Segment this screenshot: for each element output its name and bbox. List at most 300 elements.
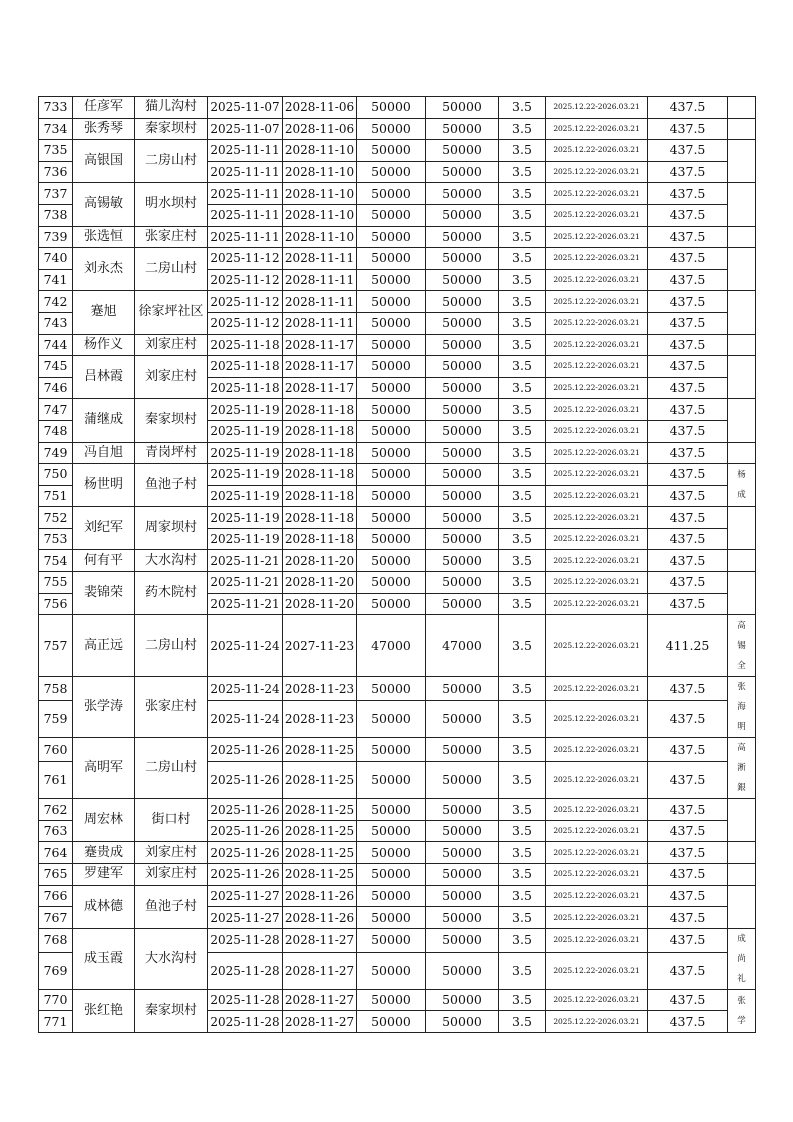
village: 二房山村 <box>135 140 208 183</box>
start-date: 2025-11-18 <box>208 334 283 356</box>
interest-rate: 3.5 <box>499 677 546 701</box>
interest-rate: 3.5 <box>499 485 546 507</box>
remark-text: 张 海 明 <box>737 682 746 733</box>
interest-period: 2025.12.22-2026.03.21 <box>546 334 648 356</box>
end-date: 2028-11-23 <box>283 677 357 701</box>
row-number: 754 <box>39 550 73 572</box>
loan-amount: 50000 <box>357 928 426 952</box>
interest-base: 50000 <box>426 1011 499 1033</box>
interest-amount: 437.5 <box>648 269 728 291</box>
loan-amount: 50000 <box>357 356 426 378</box>
loan-amount: 50000 <box>357 885 426 907</box>
interest-period: 2025.12.22-2026.03.21 <box>546 97 648 119</box>
end-date: 2028-11-11 <box>283 248 357 270</box>
row-number: 761 <box>39 762 73 799</box>
loan-amount: 50000 <box>357 952 426 989</box>
interest-rate: 3.5 <box>499 226 546 248</box>
interest-rate: 3.5 <box>499 399 546 421</box>
loan-amount: 50000 <box>357 485 426 507</box>
interest-rate: 3.5 <box>499 1011 546 1033</box>
interest-rate: 3.5 <box>499 442 546 464</box>
table-row <box>39 615 756 677</box>
interest-period: 2025.12.22-2026.03.21 <box>546 399 648 421</box>
interest-amount: 437.5 <box>648 97 728 119</box>
end-date: 2028-11-18 <box>283 507 357 529</box>
remark <box>728 550 756 572</box>
interest-rate: 3.5 <box>499 864 546 886</box>
end-date: 2028-11-25 <box>283 820 357 842</box>
borrower-name: 刘纪军 <box>73 507 135 550</box>
interest-base: 50000 <box>426 377 499 399</box>
row-number: 741 <box>39 269 73 291</box>
loan-amount: 50000 <box>357 183 426 205</box>
row-number: 752 <box>39 507 73 529</box>
start-date: 2025-11-12 <box>208 248 283 270</box>
loan-amount: 50000 <box>357 291 426 313</box>
interest-period: 2025.12.22-2026.03.21 <box>546 312 648 334</box>
interest-base: 50000 <box>426 269 499 291</box>
table-row <box>39 738 756 762</box>
loan-amount: 50000 <box>357 738 426 762</box>
start-date: 2025-11-26 <box>208 799 283 821</box>
interest-amount: 437.5 <box>648 864 728 886</box>
remark <box>728 464 756 507</box>
table-row <box>39 989 756 1011</box>
loan-amount: 50000 <box>357 677 426 701</box>
interest-rate: 3.5 <box>499 118 546 140</box>
interest-rate: 3.5 <box>499 420 546 442</box>
end-date: 2028-11-06 <box>283 118 357 140</box>
interest-amount: 437.5 <box>648 762 728 799</box>
village: 大水沟村 <box>135 928 208 989</box>
interest-base: 50000 <box>426 485 499 507</box>
start-date: 2025-11-28 <box>208 928 283 952</box>
table-row <box>39 572 756 594</box>
village: 鱼池子村 <box>135 885 208 928</box>
interest-rate: 3.5 <box>499 907 546 929</box>
interest-amount: 437.5 <box>648 377 728 399</box>
interest-rate: 3.5 <box>499 204 546 226</box>
interest-amount: 437.5 <box>648 356 728 378</box>
interest-rate: 3.5 <box>499 312 546 334</box>
remark <box>728 738 756 799</box>
interest-base: 50000 <box>426 842 499 864</box>
end-date: 2028-11-18 <box>283 399 357 421</box>
interest-base: 50000 <box>426 226 499 248</box>
remark <box>728 248 756 291</box>
row-number: 749 <box>39 442 73 464</box>
interest-base: 50000 <box>426 248 499 270</box>
interest-amount: 437.5 <box>648 528 728 550</box>
interest-base: 50000 <box>426 885 499 907</box>
start-date: 2025-11-24 <box>208 701 283 738</box>
end-date: 2028-11-25 <box>283 738 357 762</box>
start-date: 2025-11-19 <box>208 528 283 550</box>
interest-base: 50000 <box>426 140 499 162</box>
loan-amount: 50000 <box>357 701 426 738</box>
start-date: 2025-11-24 <box>208 677 283 701</box>
row-number: 745 <box>39 356 73 378</box>
interest-period: 2025.12.22-2026.03.21 <box>546 572 648 594</box>
remark <box>728 677 756 738</box>
end-date: 2028-11-11 <box>283 291 357 313</box>
interest-rate: 3.5 <box>499 269 546 291</box>
interest-base: 50000 <box>426 464 499 486</box>
table-row <box>39 928 756 952</box>
loan-amount: 50000 <box>357 842 426 864</box>
interest-period: 2025.12.22-2026.03.21 <box>546 140 648 162</box>
remark <box>728 572 756 615</box>
borrower-name: 吕林霞 <box>73 356 135 399</box>
interest-base: 50000 <box>426 442 499 464</box>
village: 街口村 <box>135 799 208 842</box>
loan-amount: 50000 <box>357 528 426 550</box>
interest-base: 47000 <box>426 615 499 677</box>
loan-amount: 50000 <box>357 118 426 140</box>
end-date: 2028-11-11 <box>283 269 357 291</box>
loan-amount: 50000 <box>357 312 426 334</box>
loan-amount: 50000 <box>357 442 426 464</box>
interest-rate: 3.5 <box>499 885 546 907</box>
loan-amount: 50000 <box>357 593 426 615</box>
row-number: 758 <box>39 677 73 701</box>
interest-amount: 437.5 <box>648 183 728 205</box>
interest-amount: 437.5 <box>648 701 728 738</box>
row-number: 744 <box>39 334 73 356</box>
interest-amount: 437.5 <box>648 161 728 183</box>
remark-text: 杨 成 <box>737 470 746 501</box>
borrower-name: 何有平 <box>73 550 135 572</box>
interest-period: 2025.12.22-2026.03.21 <box>546 799 648 821</box>
village: 二房山村 <box>135 615 208 677</box>
table-row <box>39 97 756 119</box>
table-row <box>39 140 756 162</box>
loan-amount: 50000 <box>357 399 426 421</box>
borrower-name: 杨作义 <box>73 334 135 356</box>
remark <box>728 399 756 442</box>
start-date: 2025-11-26 <box>208 762 283 799</box>
table-row <box>39 442 756 464</box>
table-row <box>39 226 756 248</box>
interest-amount: 437.5 <box>648 799 728 821</box>
interest-period: 2025.12.22-2026.03.21 <box>546 377 648 399</box>
interest-rate: 3.5 <box>499 528 546 550</box>
interest-amount: 437.5 <box>648 140 728 162</box>
row-number: 739 <box>39 226 73 248</box>
table-body <box>39 97 756 1033</box>
row-number: 763 <box>39 820 73 842</box>
interest-period: 2025.12.22-2026.03.21 <box>546 677 648 701</box>
end-date: 2028-11-25 <box>283 799 357 821</box>
loan-amount: 50000 <box>357 1011 426 1033</box>
interest-rate: 3.5 <box>499 334 546 356</box>
interest-rate: 3.5 <box>499 701 546 738</box>
interest-amount: 437.5 <box>648 485 728 507</box>
loan-amount: 50000 <box>357 799 426 821</box>
end-date: 2028-11-10 <box>283 161 357 183</box>
borrower-name: 冯自旭 <box>73 442 135 464</box>
start-date: 2025-11-27 <box>208 907 283 929</box>
end-date: 2028-11-25 <box>283 762 357 799</box>
start-date: 2025-11-19 <box>208 420 283 442</box>
village: 秦家坝村 <box>135 989 208 1032</box>
interest-amount: 437.5 <box>648 842 728 864</box>
interest-amount: 437.5 <box>648 226 728 248</box>
interest-period: 2025.12.22-2026.03.21 <box>546 738 648 762</box>
interest-period: 2025.12.22-2026.03.21 <box>546 507 648 529</box>
start-date: 2025-11-12 <box>208 291 283 313</box>
start-date: 2025-11-11 <box>208 226 283 248</box>
interest-period: 2025.12.22-2026.03.21 <box>546 615 648 677</box>
end-date: 2028-11-27 <box>283 952 357 989</box>
interest-amount: 437.5 <box>648 399 728 421</box>
loan-amount: 50000 <box>357 204 426 226</box>
end-date: 2028-11-18 <box>283 420 357 442</box>
interest-period: 2025.12.22-2026.03.21 <box>546 864 648 886</box>
loan-amount: 50000 <box>357 97 426 119</box>
interest-base: 50000 <box>426 820 499 842</box>
remark <box>728 140 756 183</box>
start-date: 2025-11-27 <box>208 885 283 907</box>
end-date: 2028-11-10 <box>283 183 357 205</box>
interest-base: 50000 <box>426 118 499 140</box>
loan-amount: 50000 <box>357 550 426 572</box>
interest-amount: 437.5 <box>648 118 728 140</box>
end-date: 2028-11-10 <box>283 226 357 248</box>
loan-amount: 50000 <box>357 989 426 1011</box>
row-number: 766 <box>39 885 73 907</box>
end-date: 2028-11-20 <box>283 572 357 594</box>
start-date: 2025-11-26 <box>208 864 283 886</box>
interest-amount: 437.5 <box>648 550 728 572</box>
borrower-name: 张学涛 <box>73 677 135 738</box>
borrower-name: 罗建军 <box>73 864 135 886</box>
end-date: 2028-11-27 <box>283 1011 357 1033</box>
row-number: 751 <box>39 485 73 507</box>
interest-rate: 3.5 <box>499 550 546 572</box>
row-number: 769 <box>39 952 73 989</box>
table-row <box>39 864 756 886</box>
row-number: 742 <box>39 291 73 313</box>
end-date: 2027-11-23 <box>283 615 357 677</box>
start-date: 2025-11-26 <box>208 738 283 762</box>
start-date: 2025-11-19 <box>208 485 283 507</box>
loan-interest-table <box>38 96 756 1033</box>
table-row <box>39 248 756 270</box>
interest-rate: 3.5 <box>499 464 546 486</box>
borrower-name: 任彦军 <box>73 97 135 119</box>
village: 秦家坝村 <box>135 399 208 442</box>
row-number: 757 <box>39 615 73 677</box>
borrower-name: 张选恒 <box>73 226 135 248</box>
interest-period: 2025.12.22-2026.03.21 <box>546 269 648 291</box>
row-number: 736 <box>39 161 73 183</box>
row-number: 765 <box>39 864 73 886</box>
interest-period: 2025.12.22-2026.03.21 <box>546 356 648 378</box>
interest-base: 50000 <box>426 356 499 378</box>
start-date: 2025-11-19 <box>208 399 283 421</box>
remark <box>728 885 756 928</box>
row-number: 734 <box>39 118 73 140</box>
interest-base: 50000 <box>426 738 499 762</box>
borrower-name: 成林德 <box>73 885 135 928</box>
village: 鱼池子村 <box>135 464 208 507</box>
table-row <box>39 799 756 821</box>
row-number: 755 <box>39 572 73 594</box>
table-row <box>39 464 756 486</box>
interest-rate: 3.5 <box>499 356 546 378</box>
end-date: 2028-11-17 <box>283 356 357 378</box>
start-date: 2025-11-11 <box>208 204 283 226</box>
end-date: 2028-11-18 <box>283 528 357 550</box>
interest-amount: 437.5 <box>648 989 728 1011</box>
borrower-name: 裴锦荣 <box>73 572 135 615</box>
interest-base: 50000 <box>426 97 499 119</box>
interest-base: 50000 <box>426 989 499 1011</box>
end-date: 2028-11-06 <box>283 97 357 119</box>
interest-period: 2025.12.22-2026.03.21 <box>546 1011 648 1033</box>
start-date: 2025-11-19 <box>208 507 283 529</box>
interest-period: 2025.12.22-2026.03.21 <box>546 593 648 615</box>
row-number: 756 <box>39 593 73 615</box>
start-date: 2025-11-28 <box>208 952 283 989</box>
interest-period: 2025.12.22-2026.03.21 <box>546 161 648 183</box>
table-row <box>39 334 756 356</box>
row-number: 764 <box>39 842 73 864</box>
table-row <box>39 183 756 205</box>
interest-base: 50000 <box>426 507 499 529</box>
interest-rate: 3.5 <box>499 140 546 162</box>
village: 二房山村 <box>135 248 208 291</box>
row-number: 762 <box>39 799 73 821</box>
start-date: 2025-11-11 <box>208 140 283 162</box>
end-date: 2028-11-23 <box>283 701 357 738</box>
village: 药木院村 <box>135 572 208 615</box>
interest-period: 2025.12.22-2026.03.21 <box>546 183 648 205</box>
village: 青岗坪村 <box>135 442 208 464</box>
interest-amount: 437.5 <box>648 1011 728 1033</box>
interest-base: 50000 <box>426 864 499 886</box>
interest-amount: 437.5 <box>648 572 728 594</box>
loan-amount: 50000 <box>357 464 426 486</box>
interest-amount: 437.5 <box>648 291 728 313</box>
table-row <box>39 507 756 529</box>
remark <box>728 799 756 842</box>
interest-period: 2025.12.22-2026.03.21 <box>546 928 648 952</box>
interest-base: 50000 <box>426 528 499 550</box>
interest-amount: 437.5 <box>648 420 728 442</box>
interest-amount: 437.5 <box>648 248 728 270</box>
interest-base: 50000 <box>426 593 499 615</box>
loan-amount: 47000 <box>357 615 426 677</box>
interest-base: 50000 <box>426 183 499 205</box>
interest-rate: 3.5 <box>499 820 546 842</box>
borrower-name: 高银国 <box>73 140 135 183</box>
remark-text: 高 淅 銀 <box>737 743 746 794</box>
loan-amount: 50000 <box>357 907 426 929</box>
village: 秦家坝村 <box>135 118 208 140</box>
interest-amount: 411.25 <box>648 615 728 677</box>
interest-period: 2025.12.22-2026.03.21 <box>546 248 648 270</box>
end-date: 2028-11-20 <box>283 593 357 615</box>
interest-period: 2025.12.22-2026.03.21 <box>546 907 648 929</box>
interest-rate: 3.5 <box>499 952 546 989</box>
village: 徐家坪社区 <box>135 291 208 334</box>
end-date: 2028-11-27 <box>283 989 357 1011</box>
table-row <box>39 842 756 864</box>
end-date: 2028-11-17 <box>283 377 357 399</box>
start-date: 2025-11-07 <box>208 97 283 119</box>
loan-amount: 50000 <box>357 226 426 248</box>
interest-base: 50000 <box>426 952 499 989</box>
start-date: 2025-11-24 <box>208 615 283 677</box>
interest-period: 2025.12.22-2026.03.21 <box>546 762 648 799</box>
interest-period: 2025.12.22-2026.03.21 <box>546 291 648 313</box>
interest-period: 2025.12.22-2026.03.21 <box>546 701 648 738</box>
start-date: 2025-11-11 <box>208 161 283 183</box>
borrower-name: 高锡敏 <box>73 183 135 226</box>
interest-rate: 3.5 <box>499 507 546 529</box>
interest-base: 50000 <box>426 701 499 738</box>
borrower-name: 高明军 <box>73 738 135 799</box>
interest-rate: 3.5 <box>499 183 546 205</box>
interest-rate: 3.5 <box>499 615 546 677</box>
end-date: 2028-11-18 <box>283 485 357 507</box>
row-number: 747 <box>39 399 73 421</box>
village: 猫儿沟村 <box>135 97 208 119</box>
village: 张家庄村 <box>135 677 208 738</box>
start-date: 2025-11-18 <box>208 377 283 399</box>
loan-amount: 50000 <box>357 161 426 183</box>
row-number: 753 <box>39 528 73 550</box>
row-number: 733 <box>39 97 73 119</box>
start-date: 2025-11-28 <box>208 1011 283 1033</box>
start-date: 2025-11-21 <box>208 550 283 572</box>
row-number: 750 <box>39 464 73 486</box>
interest-base: 50000 <box>426 334 499 356</box>
row-number: 771 <box>39 1011 73 1033</box>
remark <box>728 842 756 864</box>
interest-base: 50000 <box>426 550 499 572</box>
loan-amount: 50000 <box>357 507 426 529</box>
interest-rate: 3.5 <box>499 762 546 799</box>
interest-rate: 3.5 <box>499 799 546 821</box>
interest-amount: 437.5 <box>648 204 728 226</box>
village: 张家庄村 <box>135 226 208 248</box>
remark <box>728 989 756 1032</box>
interest-period: 2025.12.22-2026.03.21 <box>546 226 648 248</box>
remark-text: 高 锡 全 <box>737 620 746 671</box>
interest-rate: 3.5 <box>499 593 546 615</box>
interest-base: 50000 <box>426 799 499 821</box>
interest-period: 2025.12.22-2026.03.21 <box>546 528 648 550</box>
borrower-name: 高正远 <box>73 615 135 677</box>
start-date: 2025-11-26 <box>208 820 283 842</box>
borrower-name: 刘永杰 <box>73 248 135 291</box>
village: 大水沟村 <box>135 550 208 572</box>
interest-base: 50000 <box>426 291 499 313</box>
remark-text: 成 尚 礼 <box>737 933 746 984</box>
interest-rate: 3.5 <box>499 248 546 270</box>
table-row <box>39 550 756 572</box>
interest-base: 50000 <box>426 677 499 701</box>
start-date: 2025-11-19 <box>208 442 283 464</box>
end-date: 2028-11-27 <box>283 928 357 952</box>
village: 二房山村 <box>135 738 208 799</box>
end-date: 2028-11-11 <box>283 312 357 334</box>
interest-amount: 437.5 <box>648 820 728 842</box>
interest-base: 50000 <box>426 161 499 183</box>
